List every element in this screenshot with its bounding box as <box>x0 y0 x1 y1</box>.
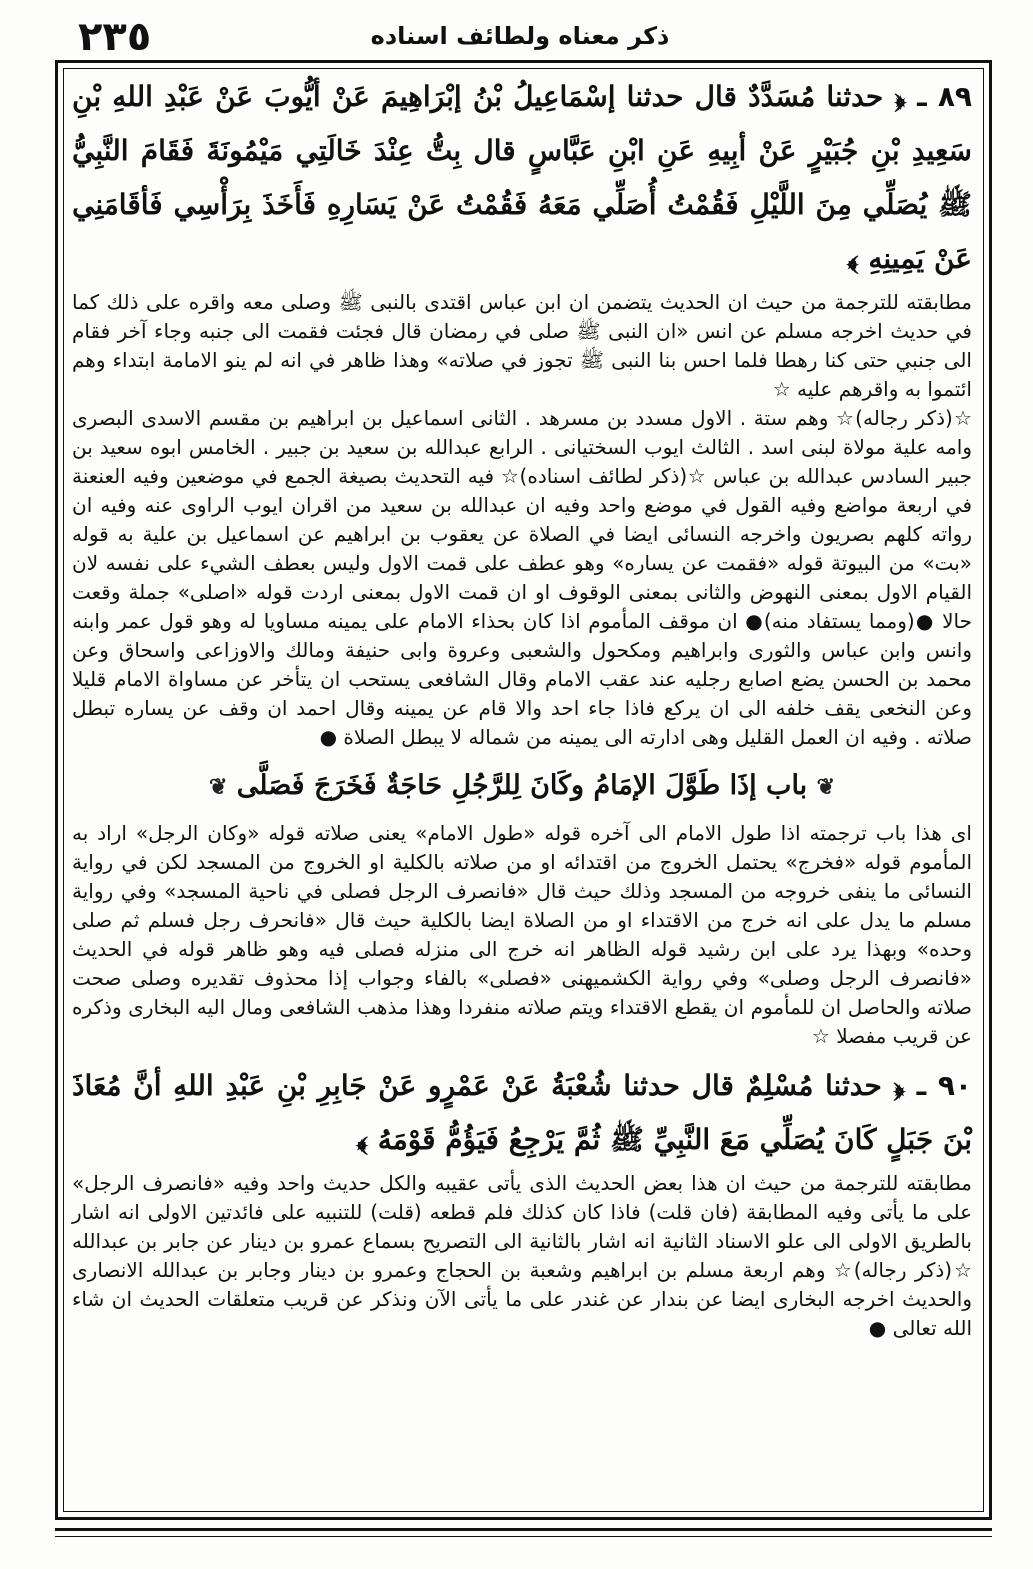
commentary-paragraph: مطابقته للترجمة من حيث ان الحديث يتضمن ان ابن عباس اقتدى بالنبى ﷺ وصلى معه واقره على ذلك كما في حديث اخرجه مسلم عن انس «ان النبى ﷺ صلى في رمضان قال فجئت فقمت الى جنبه وجاء آخر فقام الى جنبي حتى كنا رهطا فلما احس بنا النبى ﷺ تجوز في صلاته» وهذا ظاهر في انه لم ينو الامامة ابتداء وهم ائتموا به واقرهم عليه ☆ <box>72 290 972 401</box>
hadith-89 <box>72 70 972 286</box>
running-title: ذكر معناه ولطائف اسناده <box>370 22 670 50</box>
page-number: ٢٣٥ <box>78 14 152 60</box>
hadith-number: ٨٩ ـ <box>917 80 972 113</box>
bottom-rule <box>55 1528 992 1531</box>
bottom-rule-thin <box>55 1536 992 1537</box>
hadith-text: ﴿ حدثنا مُسَدَّدٌ قال حدثنا إسْمَاعِيلُ بْنُ إبْرَاهِيمَ عَنْ أيُّوبَ عَنْ عَبْدِ اللهِ بْنِ سَعِيدِ بْنِ جُبَيْرٍ عَنْ أبِيهِ عَنِ ابْنِ عَبَّاسٍ قال بِتُّ عِنْدَ خَالَتِي مَيْمُونَةَ فَقَامَ النَّبِيُّ ﷺ يُصَلِّي مِنَ اللَّيْلِ فَقُمْتُ أُصَلِّي مَعَهُ فَقُمْتُ عَنْ يَسَارِهِ فَأَخَذَ بِرَأْسِي فَأقَامَنِي عَنْ يَمِينِهِ ﴾ <box>72 80 972 275</box>
commentary-chapter <box>72 819 972 1051</box>
commentary-paragraph: مطابقته للترجمة من حيث ان هذا بعض الحديث الذى يأتى عقيبه والكل حديث واحد وفيه «فانصرف الرجل» على ما يأتى وفيه المطابقة (فان قلت) فاذا كان كذلك فلم قطعه (قلت) للتنبيه على فائدتين الاولى انه اشار بالطريق الاولى الى علو الاسناد الثانية انه اشار بالثانية الى التصريح بسماع عمرو بن دينار عن جابر بن عبدالله ☆(ذكر رجاله)☆ وهم اربعة مسلم بن ابراهيم وشعبة بن الحجاج وعمرو بن دينار وجابر بن عبدالله الانصارى والحديث اخرجه البخارى ايضا عن بندار عن غندر على ما يأتى الآن ونذكر عن قريب متعلقات الحديث ان شاء الله تعالى ● <box>72 1171 972 1340</box>
chapter-title: باب إذَا طَوَّلَ الإمَامُ وكَانَ لِلرَّجُلِ حَاجَةٌ فَخَرَجَ فَصَلَّى <box>236 770 808 801</box>
commentary-paragraph: اى هذا باب ترجمته اذا طول الامام الى آخره قوله «طول الامام» يعنى صلاته قوله «وكان الرجل» اراد به المأموم قوله «فخرج» يحتمل الخروج من اقتدائه او من صلاته بالكلية او الخروج من المسجد لكن في رواية النسائى ما ينفى خروجه من المسجد وذلك حيث قال «فانصرف الرجل فصلى في ناحية المسجد» وفي رواية مسلم ما يدل على انه خرج من الاقتداء او من الصلاة ايضا بالكلية حيث قال «فانحرف رجل فسلم ثم صلى وحده» وبهذا يرد على ابن رشيد قوله الظاهر انه خرج الى منزله فصلى فيه وهو ظاهر قوله في الحديث «فانصرف الرجل وصلى» وفي رواية الكشميهنى «فصلى» بالفاء وجواب إذا محذوف تقديره وصلى صحت صلاته والحاصل ان للمأموم ان يقطع الاقتداء ويتم صلاته منفردا وهذا مذهب الشافعى ومال اليه البخارى وذكره عن قريب مفصلا ☆ <box>72 821 972 1048</box>
commentary-paragraph: ☆(ذكر رجاله)☆ وهم ستة . الاول مسدد بن مسرهد . الثانى اسماعيل بن ابراهيم بن مقسم الاسدى البصرى وامه علية مولاة لبنى اسد . الثالث ايوب السختيانى . الرابع عبدالله بن سعيد بن جبير . الخامس ابوه سعيد بن جبير السادس عبدالله بن عباس ☆(ذكر لطائف اسناده)☆ فيه التحديث بصيغة الجمع في موضعين وفيه العنعنة في اربعة مواضع وفيه القول في موضع واحد وفيه ان عبدالله بن سعيد من اقران ايوب الراوى عنه وفيه ان رواته كلهم بصريون واخرجه النسائى ايضا في الصلاة عن يعقوب بن ابراهيم عن اسماعيل بن علية به قوله «بت» من البيوتة قوله «فقمت عن يساره» وهو عطف على قمت الاول وليس بعطف الشيء على نفسه لان القيام الاول بمعنى النهوض والثانى بمعنى الوقوف او ان قمت الاول بمعنى اردت قوله «اصلى» جملة وقعت حالا ●(ومما يستفاد منه)● ان موقف المأموم اذا كان بحذاء الامام على يمينه مساويا له وهو قول عمر وابنه وانس وابن عباس والثورى وابراهيم ومكحول والشعبى وعروة وابى حنيفة ومالك والاوزاعى واسحاق وعن محمد بن الحسن يضع اصابع رجليه عند عقب الامام وقال الشافعى يستحب ان يتأخر عن مساواة الامام قليلا وعن النخعى يقف خلفه الى ان يركع فاذا جاء احد والا قام عن يمينه وقال احمد ان وقف عن يساره تبطل صلاته . وفيه ان العمل القليل وهى ادارته الى يمينه من شماله لا يبطل الصلاة ● <box>72 406 972 749</box>
ornament-left: ❦ <box>208 774 228 800</box>
hadith-number: ٩٠ ـ <box>916 1069 972 1102</box>
commentary-90 <box>72 1169 972 1343</box>
hadith-90 <box>72 1059 972 1167</box>
page-body <box>72 70 972 1343</box>
hadith-text: ﴿ حدثنا مُسْلِمٌ قال حدثنا شُعْبَةُ عَنْ عَمْرٍو عَنْ جَابِرِ بْنِ عَبْدِ اللهِ أنَّ مُعَاذَ بْنَ جَبَلٍ كَانَ يُصَلِّي مَعَ النَّبِيِّ ﷺ ثُمَّ يَرْجِعُ فَيَؤُمُّ قَوْمَهُ ﴾ <box>72 1069 972 1156</box>
commentary-89 <box>72 288 972 752</box>
ornament-right: ❦ <box>816 774 836 800</box>
chapter-heading <box>72 758 972 815</box>
